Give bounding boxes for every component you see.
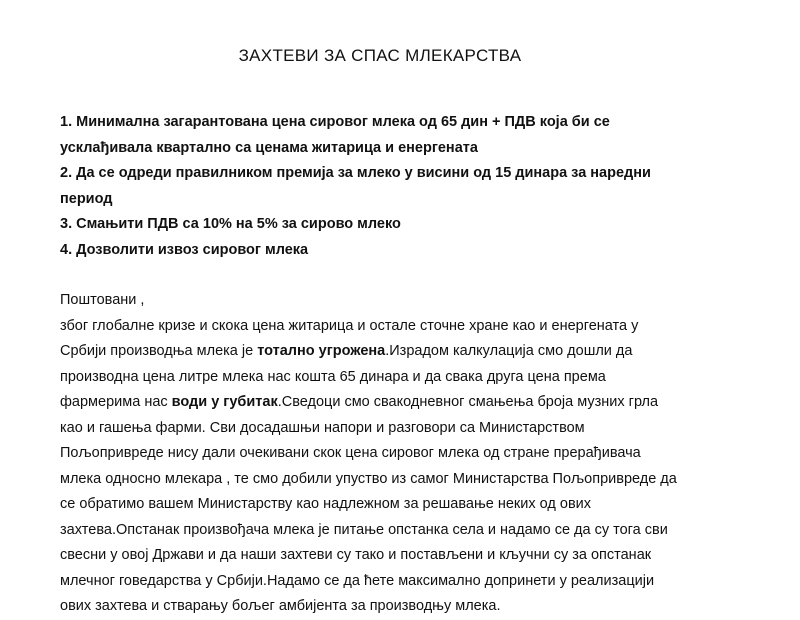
letter-line-8: се обратимо вашем Министарству као надлежном за решавање неких од ових xyxy=(60,496,591,512)
demands-list xyxy=(60,110,760,263)
letter-line-6: Пољопривреде нису дали очекивани скок цена сировог млека од стране прерађивача xyxy=(60,445,641,461)
letter-line-2 xyxy=(60,339,760,365)
letter-line-4 xyxy=(60,390,760,416)
letter-line-11: млечног говедарства у Србији.Надамо се да ћете максимално допринети у реализацији xyxy=(60,572,655,589)
letter-line-4-text-a: фармерима нас xyxy=(60,394,172,410)
letter-line-9: захтева.Опстанак произвођача млека је питање опстанка села и надамо се да су тога сви xyxy=(60,521,668,538)
letter-line-2-text-b: .Израдом калкулација смо дошли да xyxy=(385,343,633,359)
letter-line-2-bold: тотално угрожена xyxy=(257,343,386,359)
letter-line-1: због глобалне кризе и скока цена житарица и остале сточне хране као и енергената у xyxy=(60,317,639,334)
demand-item-1-line-1: 1. Минимална загарантована цена сировог млека од 65 дин + ПДВ која би се xyxy=(60,114,610,130)
document-title: ЗАХТЕВИ ЗА СПАС МЛЕКАРСТВА xyxy=(238,46,522,65)
demand-item-4: 4. Дозволити извоз сировог млека xyxy=(60,241,309,258)
demand-item-2-line-2: период xyxy=(60,190,113,207)
demand-item-1-line-2: усклађивала квартално са ценама житарица и енергената xyxy=(60,139,478,156)
letter-body xyxy=(60,288,760,620)
letter-line-5: као и гашења фарми. Сви досадашњи напори и разговори са Министарством xyxy=(60,419,585,436)
demand-item-2-line-1: 2. Да се одреди правилником премија за млеко у висини од 15 динара за наредни xyxy=(60,165,651,181)
letter-line-3: производна цена литре млека нас кошта 65 динара и да свака друга цена према xyxy=(60,368,606,385)
letter-line-12: ових захтева и стварању бољег амбијента за производњу млека. xyxy=(60,598,501,614)
letter-salutation: Поштовани , xyxy=(60,292,145,308)
letter-line-4-text-b: .Сведоци смо свакодневног смањења броја музних грла xyxy=(277,394,659,410)
letter-line-7: млека односно млекара , те смо добили упуство из самог Министарства Пољопривреде да xyxy=(60,470,677,487)
letter-line-4-bold: води у губитак xyxy=(171,394,278,410)
demand-item-3: 3. Смањити ПДВ са 10% на 5% за сирово млеко xyxy=(60,216,401,232)
letter-line-10: свесни у овој Држави и да наши захтеви су тако и постављени и кључни су за опстанак xyxy=(60,547,652,563)
letter-line-2-text-a: Србији производња млека је xyxy=(60,343,258,359)
